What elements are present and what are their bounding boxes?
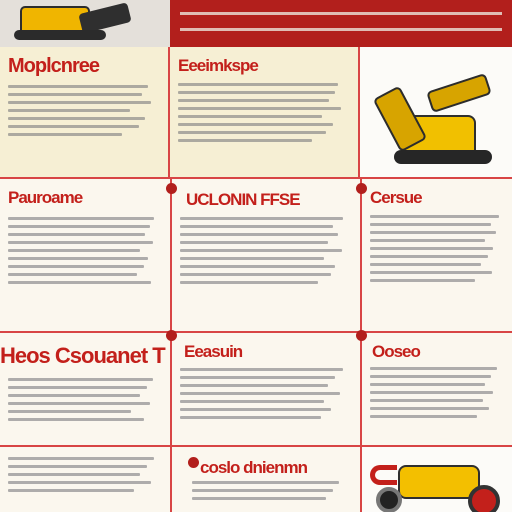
card-heading: UCLONIN FFSE [186, 190, 300, 209]
card-body [180, 217, 352, 289]
card-body [8, 217, 162, 289]
card-body [370, 215, 504, 287]
banner-text-line [180, 28, 502, 31]
decorative-dot [356, 183, 367, 194]
card-heading: Pauroame [8, 188, 83, 207]
card-4 [0, 179, 172, 333]
card-heading: Moplcnree [8, 55, 100, 77]
top-left-machine-panel [0, 0, 170, 47]
card-6 [362, 179, 512, 333]
machine-icon [398, 465, 480, 499]
card-5 [172, 179, 362, 333]
card-body [370, 367, 504, 423]
decorative-dot [356, 330, 367, 341]
card-body [178, 83, 350, 147]
card-heading: Eeeimkspe [178, 56, 258, 75]
card-body [8, 457, 162, 497]
card-body [8, 378, 162, 426]
wheel-icon [376, 487, 402, 512]
card-1 [0, 47, 170, 179]
card-3-image [360, 47, 512, 179]
card-11 [172, 447, 362, 512]
excavator-boom-icon [426, 73, 492, 113]
decorative-dot [188, 457, 199, 468]
excavator-track-icon [394, 150, 492, 164]
card-12-image [362, 447, 512, 512]
card-8 [172, 333, 362, 447]
card-heading: Eeasuin [184, 342, 243, 361]
card-heading: Cersue [370, 188, 422, 207]
card-10 [0, 447, 172, 512]
card-2 [170, 47, 360, 179]
card-heading: Heos Csouanet T [0, 343, 165, 368]
banner-text-line [180, 12, 502, 15]
card-body [192, 481, 352, 505]
card-body [8, 85, 160, 141]
top-track-icon [14, 30, 106, 40]
top-banner [170, 0, 512, 47]
wrench-icon [370, 465, 397, 485]
decorative-dot [166, 183, 177, 194]
decorative-dot [166, 330, 177, 341]
card-7 [0, 333, 172, 447]
card-heading: coslo dnienmn [200, 458, 307, 477]
wheel-icon [468, 485, 500, 512]
card-heading: Ooseo [372, 342, 420, 361]
card-9 [362, 333, 512, 447]
card-body [180, 368, 352, 424]
